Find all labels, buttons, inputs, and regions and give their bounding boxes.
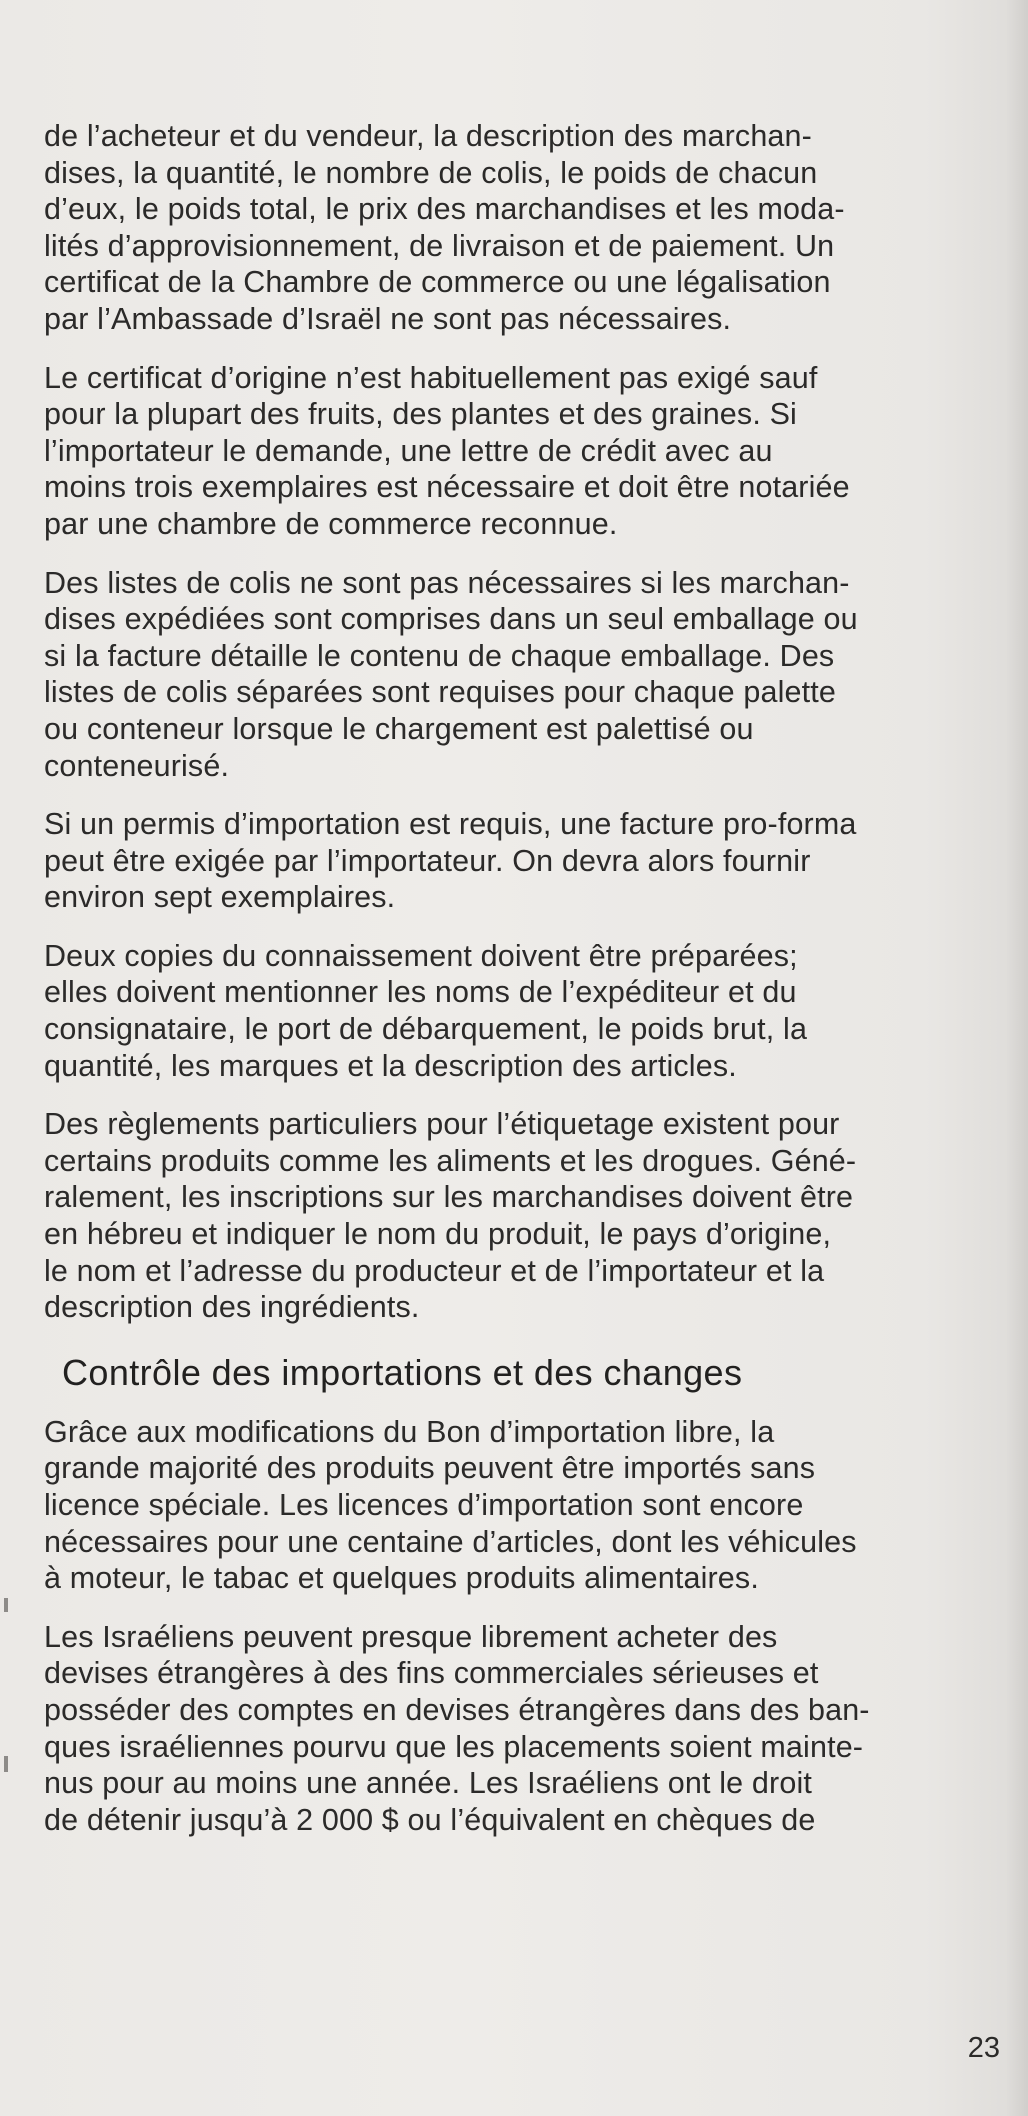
text-line: Le certificat d’origine n’est habituellement pas exigé sauf — [44, 360, 818, 395]
text-line: environ sept exemplaires. — [44, 880, 396, 915]
text-line: de détenir jusqu’à 2 000 $ ou l’équivalent en chèques de — [44, 1802, 816, 1837]
margin-mark — [4, 1756, 8, 1772]
paragraph — [44, 806, 994, 916]
text-line: ralement, les inscriptions sur les marchandises doivent être — [44, 1180, 854, 1215]
text-line: moins trois exemplaires est nécessaire et doit être notariée — [44, 470, 850, 505]
paragraphs-after-heading — [44, 1414, 994, 1839]
paragraph — [44, 565, 994, 785]
section-heading: Contrôle des importations et des changes — [62, 1351, 743, 1393]
paragraph — [44, 360, 994, 543]
text-line: nécessaires pour une centaine d’articles, dont les véhicules — [44, 1524, 857, 1559]
text-line: certificat de la Chambre de commerce ou une légalisation — [44, 265, 831, 300]
text-line: de l’acheteur et du vendeur, la description des marchan- — [44, 119, 812, 153]
paragraph — [44, 118, 994, 338]
text-line: Si un permis d’importation est requis, une facture pro-forma — [44, 807, 857, 842]
text-line: lités d’approvisionnement, de livraison et de paiement. Un — [44, 228, 835, 263]
text-line: le nom et l’adresse du producteur et de l’importateur et la — [44, 1253, 825, 1288]
text-line: en hébreu et indiquer le nom du produit, le pays d’origine, — [44, 1217, 832, 1252]
text-line: l’importateur le demande, une lettre de crédit avec au — [44, 433, 773, 468]
text-line: pour la plupart des fruits, des plantes et des graines. Si — [44, 397, 797, 432]
text-line: licence spéciale. Les licences d’importation sont encore — [44, 1488, 804, 1522]
margin-mark — [4, 1598, 8, 1612]
text-line: ou conteneur lorsque le chargement est palettisé ou — [44, 711, 754, 746]
text-line: certains produits comme les aliments et les drogues. Géné- — [44, 1143, 857, 1178]
text-line: si la facture détaille le contenu de chaque emballage. Des — [44, 638, 835, 673]
body-text — [44, 118, 994, 1860]
text-line: Des règlements particuliers pour l’étiquetage existent pour — [44, 1107, 840, 1142]
text-line: Des listes de colis ne sont pas nécessaires si les marchan- — [44, 565, 850, 600]
paragraphs-before-heading — [44, 118, 994, 1326]
text-line: à moteur, le tabac et quelques produits alimentaires. — [44, 1561, 759, 1596]
text-line: par l’Ambassade d’Israël ne sont pas nécessaires. — [44, 301, 732, 336]
paragraph — [44, 938, 994, 1084]
text-line: consignataire, le port de débarquement, le poids brut, la — [44, 1012, 808, 1047]
text-line: Deux copies du connaissement doivent être préparées; — [44, 938, 798, 973]
text-line: nus pour au moins une année. Les Israéliens ont le droit — [44, 1766, 812, 1801]
text-line: ques israéliennes pourvu que les placements soient mainte- — [44, 1729, 864, 1764]
text-line: posséder des comptes en devises étrangères dans des ban- — [44, 1692, 870, 1727]
text-line: conteneurisé. — [44, 748, 230, 783]
text-line: devises étrangères à des fins commerciales sérieuses et — [44, 1656, 819, 1691]
text-line: dises expédiées sont comprises dans un seul emballage ou — [44, 602, 858, 637]
paragraph — [44, 1619, 994, 1839]
paragraph — [44, 1414, 994, 1597]
text-line: grande majorité des produits peuvent être importés sans — [44, 1451, 816, 1486]
page-number: 23 — [967, 2032, 1000, 2064]
text-line: quantité, les marques et la description des articles. — [44, 1048, 737, 1083]
text-line: listes de colis séparées sont requises pour chaque palette — [44, 675, 837, 710]
text-line: dises, la quantité, le nombre de colis, le poids de chacun — [44, 155, 818, 190]
text-line: elles doivent mentionner les noms de l’expéditeur et du — [44, 975, 797, 1010]
text-line: par une chambre de commerce reconnue. — [44, 506, 618, 541]
text-line: Les Israéliens peuvent presque librement acheter des — [44, 1619, 778, 1654]
text-line: d’eux, le poids total, le prix des marchandises et les moda- — [44, 192, 845, 227]
page-edge-shadow — [1006, 0, 1028, 2116]
text-line: description des ingrédients. — [44, 1290, 420, 1325]
paragraph — [44, 1106, 994, 1326]
text-line: peut être exigée par l’importateur. On devra alors fournir — [44, 843, 811, 878]
text-line: Grâce aux modifications du Bon d’importation libre, la — [44, 1414, 775, 1449]
